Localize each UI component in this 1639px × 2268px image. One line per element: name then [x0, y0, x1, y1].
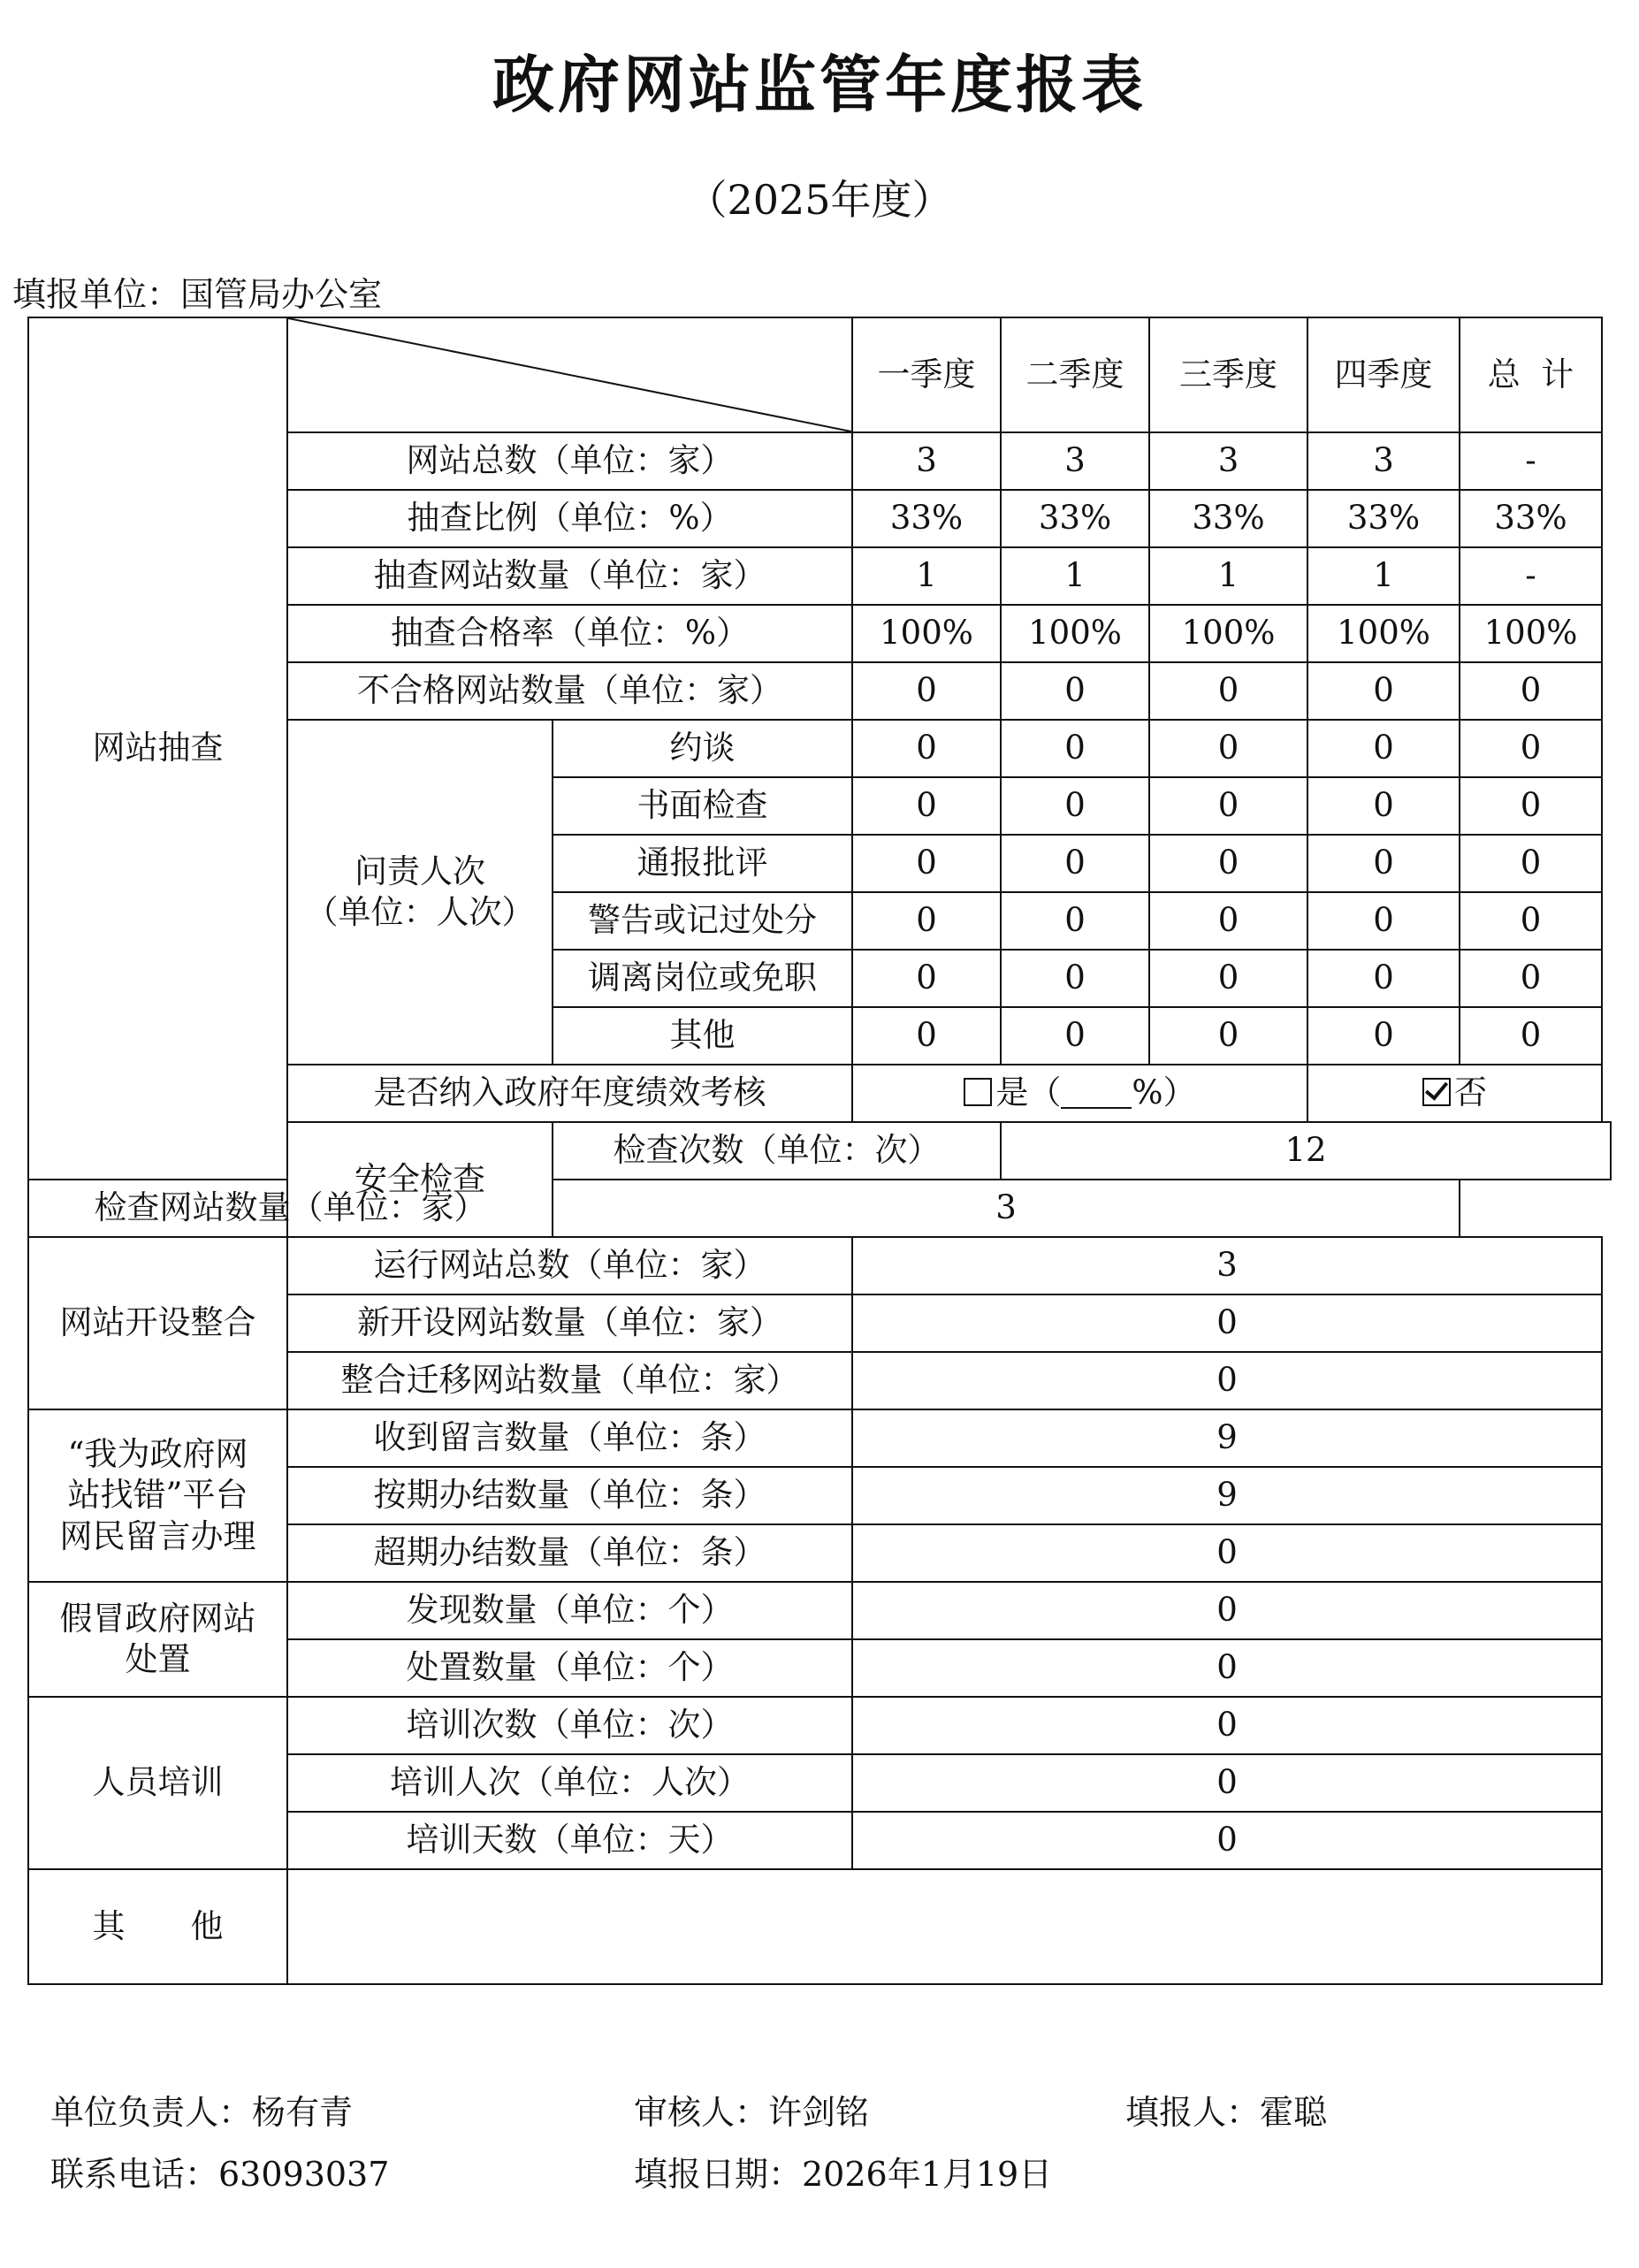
table-cell: 0 [1307, 892, 1460, 950]
table-cell: 100% [852, 605, 1001, 662]
row-label: 整合迁移网站数量（单位：家） [287, 1352, 852, 1409]
table-cell: 0 [1001, 1007, 1149, 1065]
table-cell: 0 [1460, 1007, 1602, 1065]
quarter-header: 二季度 [1001, 317, 1149, 432]
table-cell: 0 [1307, 662, 1460, 720]
row-label: 运行网站总数（单位：家） [287, 1237, 852, 1294]
table-cell: 0 [852, 1524, 1602, 1582]
table-cell: 33% [852, 490, 1001, 547]
table-cell: 0 [1460, 777, 1602, 835]
table-cell: 0 [1460, 950, 1602, 1007]
row-label: 培训天数（单位：天） [287, 1812, 852, 1869]
section-fake-line1: 假冒政府网站 [59, 1599, 256, 1638]
table-cell: 3 [1307, 432, 1460, 490]
section-platform-line3: 网民留言办理 [59, 1516, 256, 1555]
header-row [28, 317, 1611, 432]
row-label: 书面检查 [553, 777, 852, 835]
row-label: 检查次数（单位：次） [553, 1122, 1001, 1180]
table-cell: 0 [852, 1754, 1602, 1812]
table-row [28, 1582, 1611, 1639]
assessment-yes-text: 是（ [995, 1073, 1062, 1112]
row-label: 警告或记过处分 [553, 892, 852, 950]
table-cell: 0 [1001, 950, 1149, 1007]
table-cell: 0 [852, 662, 1001, 720]
row-label: 按期办结数量（单位：条） [287, 1467, 852, 1524]
table-cell: 0 [1307, 835, 1460, 892]
table-cell: 3 [1001, 432, 1149, 490]
row-label: 超期办结数量（单位：条） [287, 1524, 852, 1582]
table-cell: 100% [1307, 605, 1460, 662]
table-cell: 100% [1001, 605, 1149, 662]
table-cell: 100% [1149, 605, 1307, 662]
table-cell: 33% [1460, 490, 1602, 547]
table-cell: 0 [1149, 662, 1307, 720]
table-cell: 0 [852, 1697, 1602, 1754]
reporting-unit-label: 填报单位： [12, 275, 181, 314]
row-label: 约谈 [553, 720, 852, 777]
reporting-unit [12, 267, 382, 316]
responsible-person: 单位负责人：杨有青 [50, 2093, 354, 2132]
quarter-header: 三季度 [1149, 317, 1307, 432]
table-cell: 0 [852, 1352, 1602, 1409]
table-cell: 0 [1149, 950, 1307, 1007]
assessment-no-text: 否 [1454, 1073, 1487, 1112]
table-cell: 0 [1001, 662, 1149, 720]
table-cell: 0 [1149, 1007, 1307, 1065]
assessment-yes-option [852, 1065, 1307, 1122]
diagonal-header-cell [287, 317, 852, 432]
table-cell: 9 [852, 1467, 1602, 1524]
table-cell: 0 [1307, 1007, 1460, 1065]
other-content [287, 1869, 1602, 1984]
table-cell: 0 [852, 1007, 1001, 1065]
report-year: （2025年度） [686, 176, 953, 224]
section-inspection: 网站抽查 [28, 317, 287, 1180]
table-cell: 1 [1149, 547, 1307, 605]
accountability-label [287, 720, 553, 1065]
table-cell: - [1460, 432, 1602, 490]
table-cell: 0 [852, 777, 1001, 835]
table-cell: 0 [1460, 835, 1602, 892]
table-cell: - [1460, 547, 1602, 605]
table-cell: 0 [1149, 777, 1307, 835]
table-cell: 3 [1149, 432, 1307, 490]
reporting-unit-name: 国管局办公室 [180, 275, 383, 314]
table-cell: 33% [1149, 490, 1307, 547]
table-cell: 12 [1001, 1122, 1611, 1180]
table-cell: 9 [852, 1409, 1602, 1467]
row-label: 新开设网站数量（单位：家） [287, 1294, 852, 1352]
row-label: 是否纳入政府年度绩效考核 [287, 1065, 852, 1122]
table-cell: 0 [1001, 892, 1149, 950]
row-label: 抽查比例（单位：%） [287, 490, 852, 547]
row-label: 调离岗位或免职 [553, 950, 852, 1007]
filler: 填报人：霍聪 [1125, 2093, 1328, 2132]
row-label: 培训人次（单位：人次） [287, 1754, 852, 1812]
section-fake-line2: 处置 [125, 1640, 191, 1678]
table-cell: 0 [852, 1294, 1602, 1352]
row-label: 网站总数（单位：家） [287, 432, 852, 490]
table-cell: 33% [1307, 490, 1460, 547]
table-cell: 0 [1001, 835, 1149, 892]
table-cell: 1 [1307, 547, 1460, 605]
table-cell: 1 [1001, 547, 1149, 605]
section-training: 人员培训 [28, 1697, 287, 1869]
assessment-percent-blank [1061, 1077, 1132, 1109]
section-platform-line2: 站找错”平台 [67, 1476, 248, 1515]
assessment-no-checkbox [1422, 1078, 1451, 1106]
row-label: 检查网站数量（单位：家） [28, 1180, 553, 1237]
section-fake-sites [28, 1582, 287, 1697]
section-platform-line1: “我为政府网 [67, 1435, 248, 1474]
row-label: 抽查合格率（单位：%） [287, 605, 852, 662]
row-label: 收到留言数量（单位：条） [287, 1409, 852, 1467]
table-cell: 3 [553, 1180, 1460, 1237]
accountability-label-line2: （单位：人次） [305, 893, 535, 931]
accountability-label-line1: 问责人次 [354, 851, 485, 890]
assessment-yes-checkbox [964, 1078, 992, 1106]
table-cell: 0 [1149, 892, 1307, 950]
assessment-no-option [1307, 1065, 1602, 1122]
table-cell: 0 [852, 1812, 1602, 1869]
table-cell: 0 [1149, 835, 1307, 892]
table-cell: 1 [852, 547, 1001, 605]
row-label: 培训次数（单位：次） [287, 1697, 852, 1754]
page-title: 政府网站监管年度报表 [492, 48, 1147, 121]
table-cell: 0 [852, 1639, 1602, 1697]
table-cell: 0 [1460, 720, 1602, 777]
contact-phone: 联系电话：63093037 [50, 2155, 390, 2194]
table-cell: 100% [1460, 605, 1602, 662]
diagonal-line [288, 318, 851, 431]
table-cell: 0 [1149, 720, 1307, 777]
table-cell: 0 [1307, 950, 1460, 1007]
table-cell: 0 [1001, 777, 1149, 835]
table-cell: 0 [852, 892, 1001, 950]
quarter-header: 四季度 [1307, 317, 1460, 432]
table-row [28, 1409, 1611, 1467]
assessment-yes-suffix: %） [1132, 1073, 1196, 1112]
report-table [27, 317, 1612, 1985]
table-row [28, 1869, 1611, 1984]
table-row [28, 1697, 1611, 1754]
reviewer: 审核人：许剑铭 [634, 2093, 870, 2132]
table-cell: 0 [1460, 662, 1602, 720]
table-cell: 0 [1460, 892, 1602, 950]
table-cell: 3 [852, 1237, 1602, 1294]
section-platform [28, 1409, 287, 1582]
section-other: 其 他 [28, 1869, 287, 1984]
table-cell: 0 [1307, 720, 1460, 777]
table-cell: 3 [852, 432, 1001, 490]
table-row [28, 1180, 1611, 1237]
quarter-header: 一季度 [852, 317, 1001, 432]
table-cell: 0 [852, 950, 1001, 1007]
table-row [28, 1237, 1611, 1294]
table-cell: 33% [1001, 490, 1149, 547]
table-cell: 0 [1307, 777, 1460, 835]
table-cell: 0 [1001, 720, 1149, 777]
section-setup: 网站开设整合 [28, 1237, 287, 1409]
row-label: 抽查网站数量（单位：家） [287, 547, 852, 605]
section-security: 安全检查 [287, 1122, 553, 1237]
row-label: 不合格网站数量（单位：家） [287, 662, 852, 720]
table-cell: 0 [852, 1582, 1602, 1639]
row-label: 其他 [553, 1007, 852, 1065]
fill-date: 填报日期：2026年1月19日 [634, 2155, 1053, 2194]
row-label: 发现数量（单位：个） [287, 1582, 852, 1639]
table-cell: 0 [852, 835, 1001, 892]
row-label: 处置数量（单位：个） [287, 1639, 852, 1697]
table-cell: 0 [852, 720, 1001, 777]
total-header: 总 计 [1460, 317, 1602, 432]
row-label: 通报批评 [553, 835, 852, 892]
